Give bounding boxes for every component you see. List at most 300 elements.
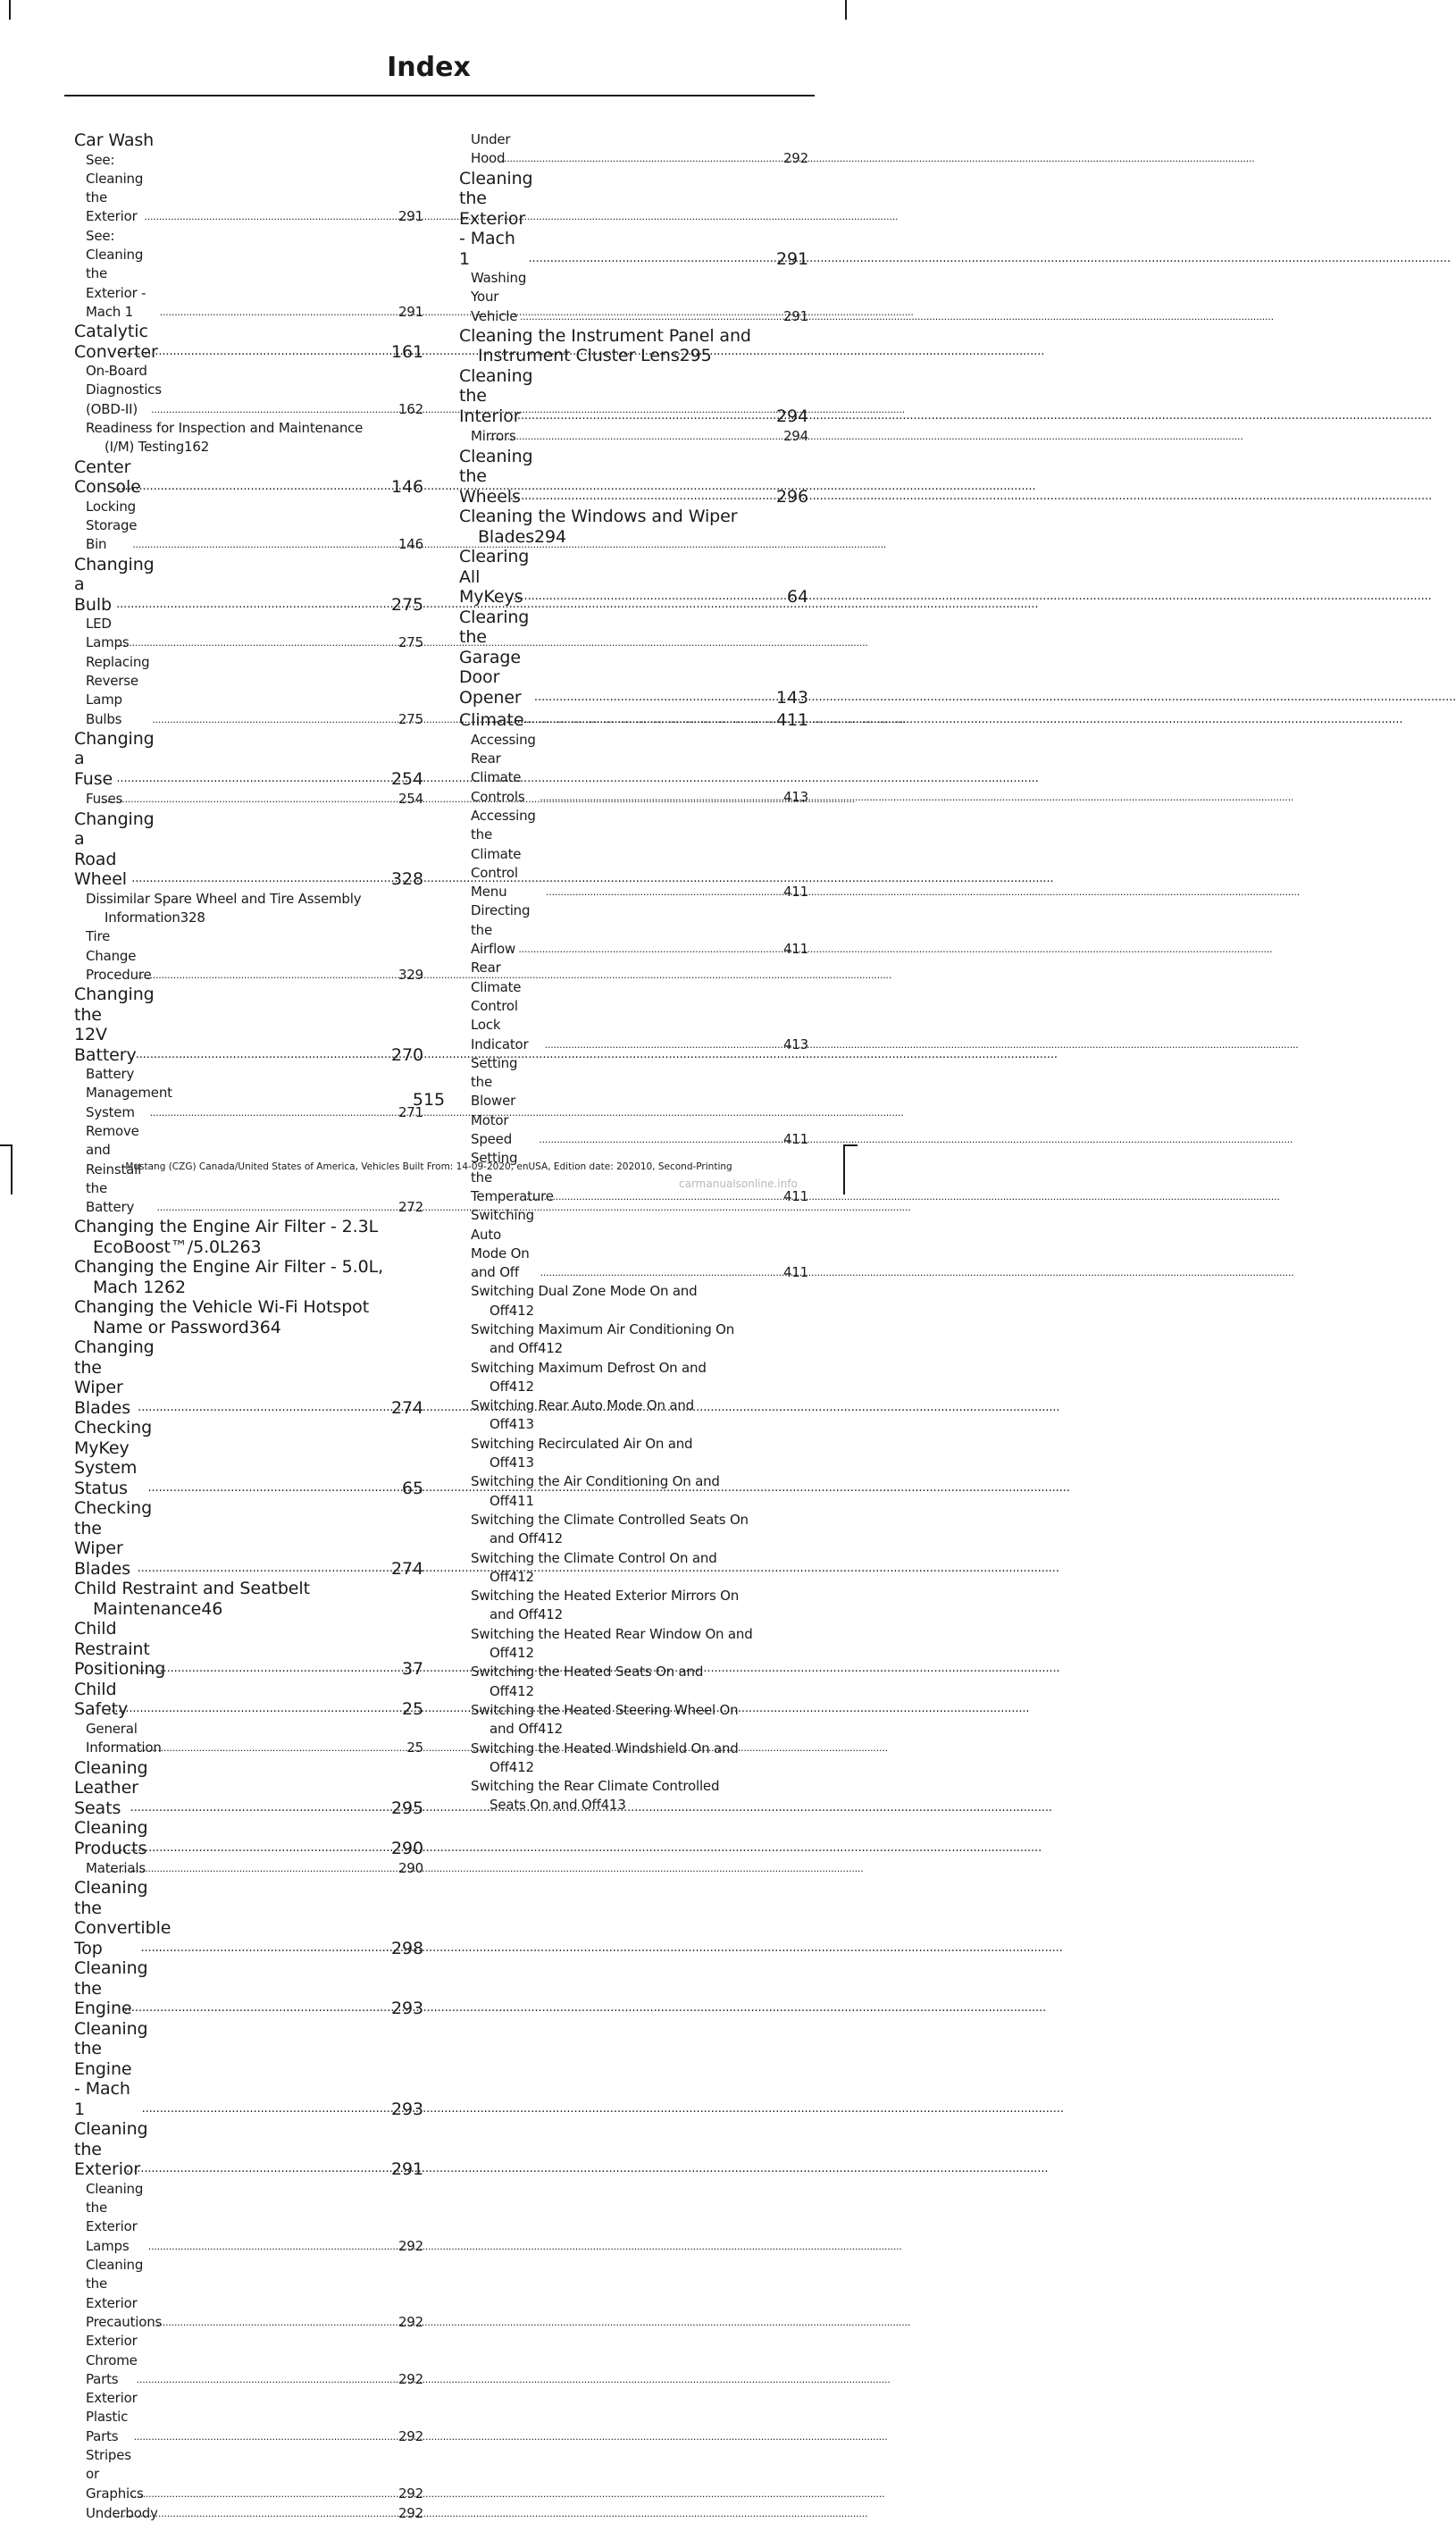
index-page-number: 412 xyxy=(508,1378,534,1395)
leader-dots xyxy=(137,2369,397,2389)
index-entry xyxy=(74,653,423,729)
index-entry xyxy=(74,1958,423,2019)
index-page-number: 162 xyxy=(397,400,423,417)
index-page-number: 65 xyxy=(402,1478,423,1498)
index-entry xyxy=(74,615,423,653)
index-entry-text: Battery Management System xyxy=(86,1066,172,1120)
leader-dots xyxy=(501,148,782,168)
index-entry-text: Directing the Airflow xyxy=(471,902,531,958)
leader-dots xyxy=(131,867,390,890)
index-page-number: 290 xyxy=(391,1838,423,1858)
index-entry xyxy=(459,1511,808,1549)
index-entry xyxy=(459,1435,808,1473)
index-entry-continuation xyxy=(86,438,423,457)
index-entry-continuation xyxy=(471,1339,808,1358)
index-page-number: 262 xyxy=(154,1277,187,1297)
leader-dots xyxy=(509,584,786,608)
index-entry-continuation xyxy=(74,1318,423,1338)
index-entry-text: Under Hood xyxy=(471,131,511,167)
index-entry xyxy=(459,1739,808,1778)
index-entry-text: Child Restraint Positioning xyxy=(74,1619,166,1680)
index-entry xyxy=(74,1758,423,1819)
index-entry-text: Switching the Climate Control On and xyxy=(471,1549,717,1566)
index-entry-text: Changing the Wiper Blades xyxy=(74,1337,155,1418)
index-entry xyxy=(74,1878,423,1958)
index-page-number: 275 xyxy=(397,710,423,727)
leader-dots xyxy=(148,2236,397,2256)
index-entry xyxy=(459,959,808,1053)
index-entry-continuation xyxy=(471,1302,808,1320)
index-entry-text: Washing Your Vehicle xyxy=(471,270,527,324)
index-page-number: 295 xyxy=(391,1798,423,1818)
index-entry-text-cont: Off xyxy=(490,1302,509,1319)
index-entry-text-cont: Blades xyxy=(478,526,535,547)
index-entry-text: Changing the Engine Air Filter - 2.3L xyxy=(74,1217,379,1237)
index-entry xyxy=(74,2332,423,2389)
index-entry xyxy=(459,1472,808,1511)
leader-dots xyxy=(138,1396,390,1419)
index-entry xyxy=(74,1297,423,1337)
leader-dots xyxy=(130,2484,397,2503)
leader-dots xyxy=(110,1858,397,1878)
index-entry xyxy=(74,1619,423,1680)
footer-edition-info: Mustang (CZG) Canada/United States of America, Vehicles Built From: 14-09-2020, enUSA, Edition date: 202010, Second-Printing xyxy=(125,1161,732,1172)
leader-dots xyxy=(138,965,397,985)
index-page-number: 411 xyxy=(508,1492,534,1509)
index-entry-text-cont: Off xyxy=(490,1492,509,1509)
index-entry-text: On-Board Diagnostics (OBD-II) xyxy=(86,363,162,417)
index-page-number: 274 xyxy=(391,1558,423,1579)
index-entry-text: Mirrors xyxy=(471,428,516,445)
index-page-number: 295 xyxy=(679,346,712,366)
index-entry-text: Cleaning the Instrument Panel and xyxy=(459,325,751,346)
index-entry xyxy=(459,547,808,608)
index-entry-text: Cleaning the Wheels xyxy=(459,446,533,507)
index-entry-text-cont: Off xyxy=(490,1416,509,1433)
index-entry xyxy=(74,555,423,616)
index-page-number: 292 xyxy=(397,2370,423,2387)
leader-dots xyxy=(142,2097,390,2120)
index-page-number: 412 xyxy=(508,1645,534,1662)
index-page-number: 272 xyxy=(397,1199,423,1216)
index-entry xyxy=(74,985,423,1065)
index-entry-continuation xyxy=(471,1605,808,1624)
index-entry-text: Changing the Engine Air Filter - 5.0L, xyxy=(74,1257,384,1278)
page-title: Index xyxy=(387,52,471,83)
index-entry xyxy=(74,1257,423,1297)
index-entry xyxy=(74,227,423,322)
index-page-number: 294 xyxy=(534,526,566,547)
index-entry xyxy=(74,419,423,457)
leader-dots xyxy=(130,1796,390,1819)
index-page-number: 413 xyxy=(508,1454,534,1471)
index-entry-text: Changing a Fuse xyxy=(74,728,155,789)
leader-dots xyxy=(510,484,775,507)
index-page-number: 291 xyxy=(397,303,423,320)
index-entry xyxy=(459,326,808,366)
leader-dots xyxy=(113,2503,397,2523)
index-page-number: 146 xyxy=(391,477,423,498)
index-page-number: 146 xyxy=(397,536,423,553)
index-entry-text-cont: Off xyxy=(490,1378,509,1395)
index-entry-text: Switching Dual Zone Mode On and xyxy=(471,1283,698,1300)
index-entry xyxy=(459,1396,808,1435)
index-entry-text: Catalytic Converter xyxy=(74,322,158,362)
leader-dots xyxy=(134,2427,397,2446)
index-page-number: 293 xyxy=(391,2099,423,2119)
leader-dots xyxy=(534,685,775,708)
index-entry-text: Checking the Wiper Blades xyxy=(74,1498,153,1579)
index-entry-continuation xyxy=(74,1278,423,1298)
index-entry-text: Cleaning the Engine xyxy=(74,1958,148,2019)
index-page-number: 25 xyxy=(406,1739,423,1756)
index-entry-continuation xyxy=(74,1237,423,1258)
index-page-number: 291 xyxy=(391,2159,423,2180)
index-entry xyxy=(459,269,808,326)
index-entry-text: Changing a Road Wheel xyxy=(74,809,155,890)
index-entry-continuation xyxy=(471,1758,808,1777)
index-entry-text: Changing a Bulb xyxy=(74,554,155,615)
index-column-left xyxy=(74,130,423,2523)
index-entry-text-cont: Off xyxy=(490,1682,509,1699)
index-entry xyxy=(74,809,423,890)
index-page-number: 413 xyxy=(782,788,808,805)
leader-dots xyxy=(160,302,397,322)
leader-dots xyxy=(138,1556,390,1580)
index-entry xyxy=(74,2119,423,2180)
leader-dots xyxy=(122,339,390,363)
leader-dots xyxy=(156,2312,397,2332)
index-entry xyxy=(459,1701,808,1739)
index-entry-text: Switching the Heated Steering Wheel On xyxy=(471,1701,739,1718)
index-entry-text: Remove and Reinstall the Battery xyxy=(86,1123,142,1216)
leader-dots xyxy=(124,1996,390,2019)
index-page-number: 275 xyxy=(391,594,423,615)
leader-dots xyxy=(545,1035,782,1054)
index-page-number: 294 xyxy=(776,406,808,426)
index-page-number: 412 xyxy=(537,1340,563,1357)
index-entry-text: Cleaning the Interior xyxy=(459,365,533,426)
index-page-number: 412 xyxy=(537,1721,563,1738)
index-entry xyxy=(459,1587,808,1625)
index-page-number: 412 xyxy=(537,1606,563,1623)
index-entry-text-cont: EcoBoost™/5.0L xyxy=(93,1236,230,1257)
leader-dots xyxy=(147,1476,401,1499)
index-page-number: 413 xyxy=(782,1035,808,1052)
index-entry-text: Changing the 12V Battery xyxy=(74,985,155,1065)
index-page-number: 271 xyxy=(397,1103,423,1120)
index-page-number: 364 xyxy=(248,1317,281,1337)
index-entry-text: Cleaning the Exterior Lamps xyxy=(86,2180,144,2254)
index-entry xyxy=(74,2256,423,2332)
index-page-number: 274 xyxy=(391,1397,423,1418)
index-page-number: 46 xyxy=(201,1598,223,1619)
index-entry xyxy=(459,1777,808,1815)
index-entry-continuation xyxy=(471,1492,808,1511)
index-page-number: 275 xyxy=(397,634,423,651)
index-entry-text: Switching the Rear Climate Controlled xyxy=(471,1778,720,1795)
index-page-number: 64 xyxy=(787,587,808,608)
index-entry-text: Center Console xyxy=(74,457,141,498)
index-heading xyxy=(74,130,423,151)
index-entry-text: See: Cleaning the Exterior xyxy=(86,151,144,225)
index-entry-text: Switching Maximum Air Conditioning On xyxy=(471,1320,735,1337)
index-entry xyxy=(459,507,808,547)
index-entry xyxy=(74,729,423,790)
index-entry xyxy=(459,1282,808,1320)
index-entry xyxy=(74,1418,423,1498)
index-entry xyxy=(459,447,808,507)
index-entry-text: See: Cleaning the Exterior - Mach 1 xyxy=(86,227,146,320)
index-page-number: 293 xyxy=(391,1999,423,2019)
watermark: carmanualsonline.info xyxy=(679,1178,798,1190)
index-entry-continuation xyxy=(471,1796,808,1815)
index-page-number: 298 xyxy=(391,1938,423,1958)
index-entry xyxy=(74,1720,423,1758)
index-page-number: 161 xyxy=(391,341,423,362)
index-entry xyxy=(459,1206,808,1282)
leader-dots xyxy=(144,206,397,226)
index-entry xyxy=(74,1498,423,1579)
index-entry-text: Cleaning Products xyxy=(74,1818,148,1858)
index-entry-continuation xyxy=(471,1454,808,1472)
leader-dots xyxy=(116,592,390,616)
index-entry xyxy=(74,2180,423,2256)
index-entry-text: Switching Recirculated Air On and xyxy=(471,1435,693,1452)
index-entry-text: General Information xyxy=(86,1720,162,1756)
leader-dots xyxy=(120,1836,390,1859)
index-page-number: 292 xyxy=(397,2313,423,2330)
index-page-number: 254 xyxy=(397,791,423,808)
index-entry-continuation xyxy=(471,1568,808,1587)
leader-dots xyxy=(101,789,397,809)
index-page-number: 291 xyxy=(782,307,808,324)
index-entry-text-cont: Maintenance xyxy=(93,1598,202,1619)
index-entry-continuation xyxy=(471,1644,808,1663)
index-entry-text: Accessing Rear Climate Controls xyxy=(471,731,536,805)
index-entry xyxy=(459,366,808,427)
index-entry xyxy=(74,1217,423,1257)
index-page-number: 290 xyxy=(397,1860,423,1877)
leader-dots xyxy=(540,1262,782,1282)
leader-dots xyxy=(140,1936,390,1959)
index-entry-text: Clearing All MyKeys xyxy=(459,547,530,608)
index-entry xyxy=(459,130,808,169)
index-entry xyxy=(74,362,423,419)
index-entry xyxy=(74,498,423,555)
index-entry-text-cont: and Off xyxy=(490,1530,538,1547)
index-entry-continuation xyxy=(471,1378,808,1396)
index-page-number: 294 xyxy=(782,428,808,445)
index-entry-text: Replacing Reverse Lamp Bulbs xyxy=(86,653,150,727)
index-entry-continuation xyxy=(459,527,808,548)
index-page-number: 411 xyxy=(782,1187,808,1204)
leader-dots xyxy=(151,399,397,419)
index-entry-text: Cleaning the Exterior Precautions xyxy=(86,2257,163,2330)
index-entry-text: Exterior Plastic Parts xyxy=(86,2390,138,2444)
index-entry-text: Cleaning the Exterior - Mach 1 xyxy=(459,168,533,269)
index-entry-continuation xyxy=(459,346,808,366)
index-entry-text-cont: Mach 1 xyxy=(93,1277,155,1297)
index-page-number: 412 xyxy=(508,1758,534,1775)
index-page-number: 412 xyxy=(508,1682,534,1699)
index-page-number: 412 xyxy=(508,1568,534,1585)
index-entry xyxy=(74,1337,423,1418)
index-entry-text: Accessing the Climate Control Menu xyxy=(471,807,536,901)
index-entry xyxy=(459,169,808,270)
index-entry-text-cont: Name or Password xyxy=(93,1317,249,1337)
index-entry xyxy=(459,426,808,446)
index-entry xyxy=(459,1549,808,1588)
index-entry-continuation xyxy=(86,909,423,927)
index-entry xyxy=(459,708,808,731)
index-entry xyxy=(74,2389,423,2446)
leader-dots xyxy=(520,306,782,326)
index-entry-text: Switching Auto Mode On and Off xyxy=(471,1207,534,1281)
index-entry-text-cont: Seats On and Off xyxy=(490,1797,601,1814)
index-entry-text-cont: Instrument Cluster Lens xyxy=(478,346,680,366)
index-column-right xyxy=(459,130,808,1815)
index-entry-text: Cleaning the Windows and Wiper xyxy=(459,507,738,527)
index-entry xyxy=(459,1625,808,1664)
index-entry xyxy=(74,1818,423,1858)
leader-dots xyxy=(481,708,775,731)
index-entry xyxy=(74,1858,423,1878)
index-entry-text-cont: Off xyxy=(490,1645,509,1662)
index-entry-text-cont: and Off xyxy=(490,1606,538,1623)
index-page-number: 263 xyxy=(229,1236,262,1257)
index-page-number: 292 xyxy=(782,150,808,167)
index-entry-text: Readiness for Inspection and Maintenance xyxy=(86,420,364,437)
crop-mark-top-left xyxy=(9,0,11,20)
index-entry-text: Switching the Heated Rear Window On and xyxy=(471,1625,753,1642)
index-page-number: 25 xyxy=(402,1699,423,1720)
index-entry-text-cont: Off xyxy=(490,1454,509,1471)
leader-dots xyxy=(529,247,775,270)
index-entry-text: Switching the Heated Windshield On and xyxy=(471,1739,739,1756)
index-page-number: 292 xyxy=(397,2237,423,2254)
index-page-number: 143 xyxy=(776,687,808,708)
index-entry-text-cont: Information xyxy=(105,909,180,926)
index-entry-continuation xyxy=(471,1682,808,1701)
index-entry-text: Locking Storage Bin xyxy=(86,498,138,553)
index-entry xyxy=(459,1359,808,1397)
leader-dots xyxy=(136,1043,390,1066)
index-page-number: 270 xyxy=(391,1044,423,1065)
leader-dots xyxy=(152,709,397,729)
index-entry-text: Switching Rear Auto Mode On and xyxy=(471,1397,694,1414)
index-entry-text-cont: and Off xyxy=(490,1340,538,1357)
index-entry-continuation xyxy=(74,1599,423,1620)
index-entry-text: Underbody xyxy=(86,2504,158,2521)
index-entry xyxy=(74,1579,423,1619)
index-entry-text: Child Safety xyxy=(74,1679,129,1720)
index-entry xyxy=(459,1320,808,1359)
index-entry xyxy=(74,322,423,362)
index-entry-text: Child Restraint and Seatbelt xyxy=(74,1579,310,1599)
index-entry-text: LED Lamps xyxy=(86,616,130,651)
page-number: 515 xyxy=(412,1090,446,1110)
index-entry-text: Fuses xyxy=(86,791,123,808)
index-page-number: 413 xyxy=(600,1797,626,1814)
index-entry-text: Car Wash xyxy=(74,130,155,150)
index-entry-text: Cleaning the Engine - Mach 1 xyxy=(74,2018,148,2119)
index-page-number: 328 xyxy=(391,869,423,890)
index-page-number: 292 xyxy=(397,2485,423,2502)
leader-dots xyxy=(156,1197,397,1217)
index-entry xyxy=(459,901,808,959)
index-entry xyxy=(74,2019,423,2120)
index-entry-text: Stripes or Graphics xyxy=(86,2447,144,2502)
index-page-number: 291 xyxy=(397,208,423,225)
index-entry-text: Exterior Chrome Parts xyxy=(86,2333,138,2387)
index-entry-text-cont: Off xyxy=(490,1758,509,1775)
index-page-number: 411 xyxy=(782,941,808,958)
index-entry-continuation xyxy=(471,1530,808,1548)
index-entry-text: Switching the Climate Controlled Seats On xyxy=(471,1511,749,1528)
index-entry-text-cont: (I/M) Testing xyxy=(105,439,185,456)
leader-dots xyxy=(138,1656,401,1680)
index-entry-text: Materials xyxy=(86,1860,146,1877)
index-entry xyxy=(74,890,423,928)
index-entry xyxy=(459,1663,808,1701)
header-divider xyxy=(64,95,815,96)
index-entry-text: Setting the Temperature xyxy=(471,1150,554,1204)
index-entry-text: Cleaning Leather Seats xyxy=(74,1757,148,1818)
index-entry-text: Cleaning the Convertible Top xyxy=(74,1878,172,1958)
index-entry xyxy=(74,789,423,809)
index-entry-text: Switching the Heated Seats On and xyxy=(471,1664,704,1681)
index-entry xyxy=(74,457,423,498)
index-entry xyxy=(459,608,808,708)
index-entry xyxy=(459,731,808,807)
index-page-number: 292 xyxy=(397,2427,423,2444)
index-page-number: 411 xyxy=(776,710,808,731)
index-entry-text-cont: Off xyxy=(490,1568,509,1585)
index-page-number: 329 xyxy=(397,966,423,983)
index-entry-text-cont: and Off xyxy=(490,1721,538,1738)
index-entry xyxy=(74,927,423,985)
leader-dots xyxy=(116,767,390,790)
index-entry-text: Rear Climate Control Lock Indicator xyxy=(471,960,529,1052)
index-entry-text: Checking MyKey System Status xyxy=(74,1418,153,1498)
index-entry xyxy=(459,807,808,901)
index-entry-text: Switching Maximum Defrost On and xyxy=(471,1359,707,1376)
index-entry-text: Clearing the Garage Door Opener xyxy=(459,607,530,708)
index-page-number: 328 xyxy=(180,909,205,926)
leader-dots xyxy=(134,1738,406,1757)
index-page-number: 413 xyxy=(508,1416,534,1433)
index-page-number: 411 xyxy=(782,1131,808,1148)
leader-dots xyxy=(539,1129,782,1149)
index-entry-text: Cleaning the Exterior xyxy=(74,2119,148,2180)
index-page-number: 254 xyxy=(391,768,423,789)
index-page-number: 412 xyxy=(537,1530,563,1547)
leader-dots xyxy=(114,633,397,652)
index-entry-text: Switching the Air Conditioning On and xyxy=(471,1473,720,1490)
index-entry-text: Climate xyxy=(459,710,524,731)
index-entry xyxy=(74,2503,423,2523)
leader-dots xyxy=(490,426,782,446)
index-entry-text: Changing the Vehicle Wi-Fi Hotspot xyxy=(74,1297,370,1318)
index-entry xyxy=(74,1680,423,1720)
index-entry-continuation xyxy=(471,1415,808,1434)
index-entry xyxy=(74,2446,423,2503)
index-entry-text: Tire Change Procedure xyxy=(86,928,152,983)
index-entry xyxy=(74,151,423,227)
index-page-number: 292 xyxy=(397,2504,423,2521)
index-page-number: 411 xyxy=(782,1264,808,1281)
